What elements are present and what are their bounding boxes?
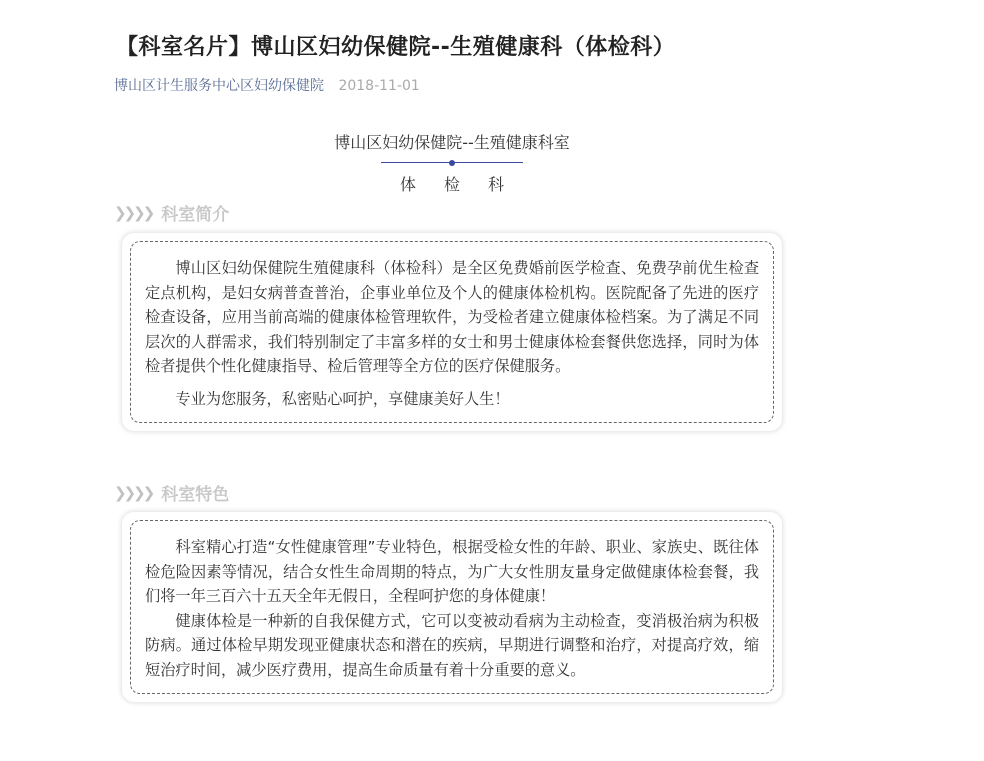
department-name: 博山区妇幼保健院--生殖健康科室 [334,133,570,152]
section-heading-features [114,480,229,505]
header-divider [381,162,523,163]
double-chevron-icon: ❯❯❯❯ [114,483,153,502]
section-heading-label: 科室简介 [161,205,230,225]
double-chevron-icon: ❯❯❯❯ [114,203,153,222]
department-header [252,130,652,195]
intro-slogan: 专业为您服务，私密贴心呵护，享健康美好人生！ [175,389,510,408]
account-name-link[interactable]: 博山区计生服务中心区妇幼保健院 [114,78,324,94]
intro-card [122,233,782,431]
section-heading-intro [114,200,229,225]
features-paragraph: 科室精心打造“女性健康管理”专业特色，根据受检女性的年龄、职业、家族史、既往体检危险因素等情况，结合女性生命周期的特点，为广大女性朋友量身定做健康体检套餐，我们将一年三百六十五天全年无假日，全程呵护您的身体健康！ [145,538,759,606]
intro-paragraph: 博山区妇幼保健院生殖健康科（体检科）是全区免费婚前医学检查、免费孕前优生检查定点机构，是妇女病普查普治，企事业单位及个人的健康体检机构。医院配备了先进的医疗检查设备，应用当前高端的健康体检管理软件，为受检者建立健康体检档案。为了满足不同层次的人群需求，我们特别制定了丰富多样的女士和男士健康体检套餐供您选择，同时为体检者提供个性化健康指导、检后管理等全方位的医疗保健服务。 [145,259,759,376]
article-title: 【科室名片】博山区妇幼保健院--生殖健康科（体检科） [116,35,676,60]
features-card-border [130,520,774,694]
intro-card-border [130,241,774,423]
divider-dot [449,160,455,166]
section-heading-label: 科室特色 [161,485,230,505]
features-paragraph: 健康体检是一种新的自我保健方式，它可以变被动看病为主动检查，变消极治病为积极防病。通过体检早期发现亚健康状态和潜在的疾病，早期进行调整和治疗，对提高疗效，缩短治疗时间，减少医疗费用，提高生命质量有着十分重要的意义。 [145,611,759,679]
features-card [122,512,782,702]
department-subtitle: 体检科 [399,175,532,194]
publish-date: 2018-11-01 [338,78,420,94]
article-meta [114,75,420,95]
